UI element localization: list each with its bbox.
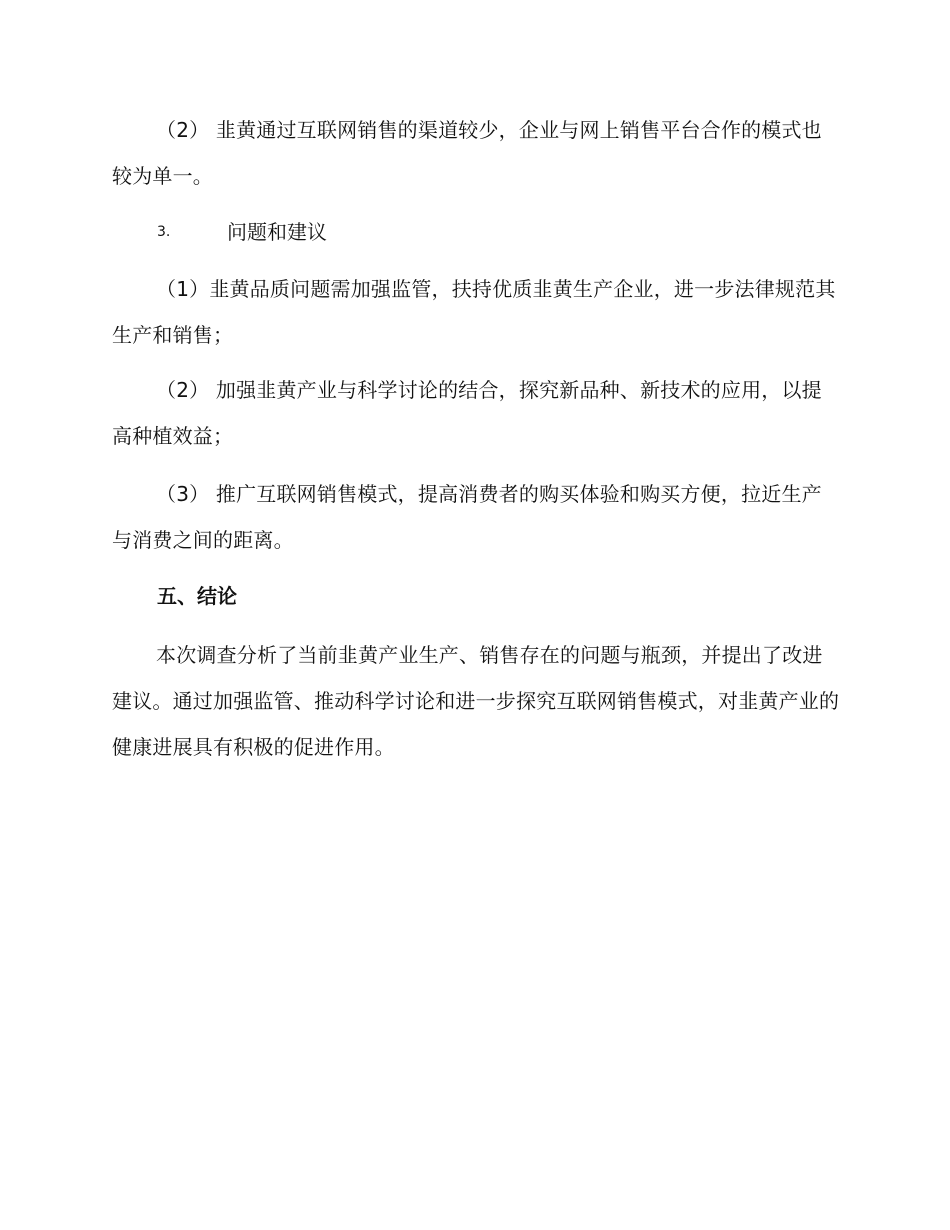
item-number: 3. bbox=[157, 224, 171, 240]
section-heading-conclusion: 五、结论 bbox=[157, 584, 237, 608]
item-title: 问题和建议 bbox=[227, 220, 327, 244]
suggestion-paragraph-1: （1）韭黄品质问题需加强监管，扶持优质韭黄生产企业，进一步法律规范其生产和销售； bbox=[112, 277, 836, 347]
suggestion-paragraph-3: （3） 推广互联网销售模式，提高消费者的购买体验和购买方便，拉近生产与消费之间的距离。 bbox=[112, 482, 822, 552]
numbered-item-problems-suggestions bbox=[157, 212, 327, 252]
conclusion-paragraph: 本次调查分析了当前韭黄产业生产、销售存在的问题与瓶颈，并提出了改进建议。通过加强监管、推动科学讨论和进一步探究互联网销售模式，对韭黄产业的健康进展具有积极的促进作用。 bbox=[112, 643, 840, 759]
paragraph-online-channels: （2） 韭黄通过互联网销售的渠道较少，企业与网上销售平台合作的模式也较为单一。 bbox=[112, 118, 822, 188]
suggestion-paragraph-2: （2） 加强韭黄产业与科学讨论的结合，探究新品种、新技术的应用，以提高种植效益； bbox=[112, 378, 822, 448]
